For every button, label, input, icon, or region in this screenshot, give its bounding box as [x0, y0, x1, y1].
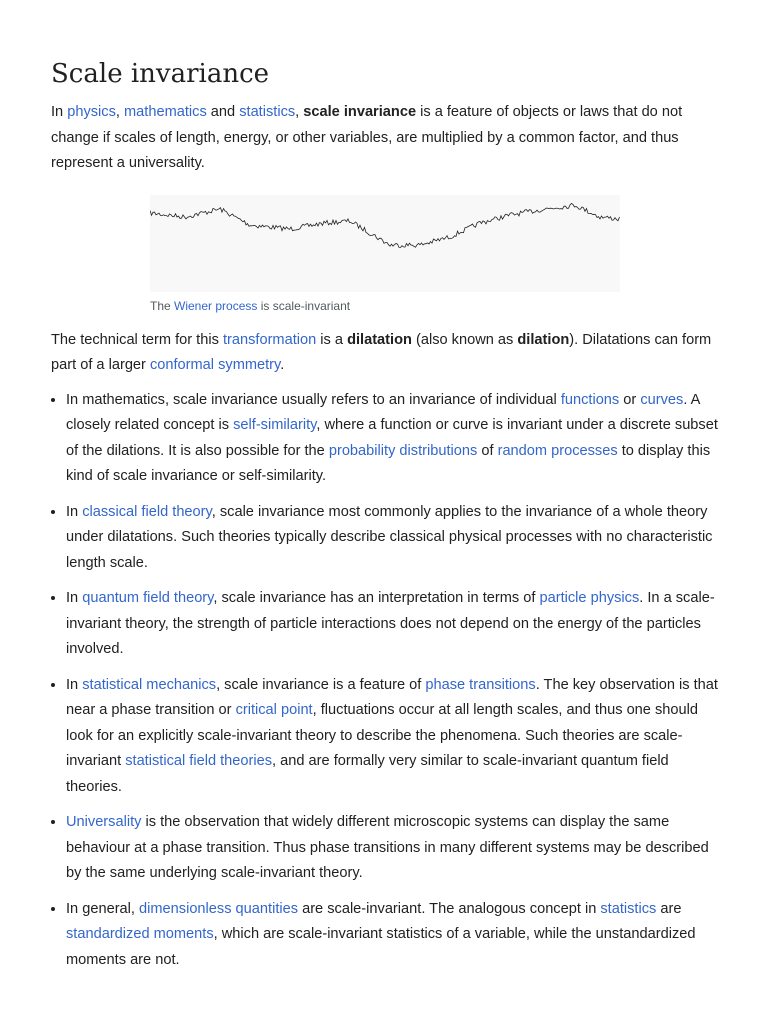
- link-transformation[interactable]: transformation: [222, 331, 317, 348]
- link-curves[interactable]: curves: [640, 391, 684, 408]
- link-conformal-symmetry[interactable]: conformal symmetry: [149, 357, 281, 373]
- text: In mathematics, scale invariance usually refers to an invariance of individual: [66, 391, 561, 408]
- link-wiener-process[interactable]: Wiener process: [174, 298, 258, 313]
- link-particle-physics[interactable]: particle physics: [539, 590, 640, 606]
- link-statistics[interactable]: statistics: [600, 900, 657, 917]
- text: ). Dilatations can form part of a larger: [51, 331, 712, 373]
- text: In: [66, 676, 83, 693]
- figure-caption: [150, 298, 620, 314]
- link-functions[interactable]: functions: [560, 391, 620, 408]
- text: and: [206, 104, 240, 120]
- bold-term: scale invariance: [303, 104, 417, 120]
- link-probability-distributions[interactable]: probability distributions: [328, 442, 478, 459]
- text: is scale-invariant: [257, 298, 351, 313]
- list-item: [66, 388, 718, 490]
- text: , scale invariance most commonly applies to the invariance of a whole theory under dilatations. Such theories typically describe classical physical processes with no characteristic length scale.: [66, 503, 713, 571]
- text: The technical term for this: [51, 331, 223, 348]
- page-title: Scale invariance: [51, 59, 270, 89]
- text: , and are formally very similar to scale-invariant quantum field theories.: [66, 753, 669, 795]
- link-random-processes[interactable]: random processes: [497, 442, 618, 459]
- link-mathematics[interactable]: mathematics: [124, 104, 207, 120]
- bullet-list: [51, 388, 718, 974]
- text: or: [619, 391, 641, 408]
- text: is the observation that widely different microscopic systems can display the same behaviour at a phase transition. Thus phase transitions in many different systems may be described by the same underlying scale-invariant theory.: [66, 814, 709, 881]
- text: are scale-invariant. The analogous concept in: [298, 900, 601, 917]
- text: of: [477, 442, 498, 459]
- wiener-process-image[interactable]: [150, 195, 620, 292]
- link-critical-point[interactable]: critical point: [235, 702, 313, 718]
- text: , where a function or curve is invariant under a discrete subset of the dilations. It is also possible for the: [66, 417, 718, 459]
- paragraph-dilatation: [51, 328, 718, 379]
- link-dimensionless-quantities[interactable]: dimensionless quantities: [139, 900, 299, 917]
- text: The: [150, 298, 175, 313]
- intro-paragraph: [51, 100, 718, 177]
- text: are: [656, 900, 682, 917]
- text: , scale invariance is a feature of: [216, 676, 426, 693]
- text: , scale invariance has an interpretation in terms of: [213, 590, 540, 606]
- text: , fluctuations occur at all length scales, and thus one should look for an explicitly scale-invariant theory to describe the phenomena. Such theories are scale-invariant: [66, 702, 698, 769]
- figure: [150, 195, 620, 314]
- text: In: [66, 590, 83, 606]
- bold-term: dilation: [517, 331, 570, 348]
- text: , which are scale-invariant statistics of a variable, while the unstandardized moments are not.: [66, 926, 696, 968]
- text: is a feature of objects or laws that do not change if scales of length, energy, or other variables, are multiplied by a common factor, and thus represent a universality.: [51, 104, 683, 171]
- text: . In a scale-invariant theory, the strength of particle interactions does not depend on the energy of the particles involved.: [66, 590, 715, 657]
- list-item: [66, 500, 718, 577]
- link-statistical-mechanics[interactable]: statistical mechanics: [82, 676, 217, 693]
- link-universality[interactable]: Universality: [66, 814, 142, 830]
- link-quantum-field-theory[interactable]: quantum field theory: [82, 590, 214, 606]
- bold-term: dilatation: [347, 331, 412, 348]
- text: In: [66, 503, 83, 520]
- link-self-similarity[interactable]: self-similarity: [233, 417, 317, 433]
- link-standardized-moments[interactable]: standardized moments: [66, 926, 214, 942]
- text: to display this kind of scale invariance or self-similarity.: [66, 442, 711, 484]
- link-statistics[interactable]: statistics: [239, 104, 296, 120]
- text: In general,: [66, 900, 140, 917]
- text: . A closely related concept is: [66, 391, 700, 433]
- text: is a: [316, 331, 348, 348]
- text: .: [280, 357, 285, 373]
- list-item: [66, 586, 718, 663]
- text: (also known as: [411, 331, 518, 348]
- list-item: [66, 810, 718, 887]
- text: ,: [115, 104, 125, 120]
- list-item: [66, 897, 718, 974]
- link-statistical-field-theories[interactable]: statistical field theories: [125, 753, 273, 769]
- text: ,: [295, 104, 304, 120]
- link-classical-field-theory[interactable]: classical field theory: [82, 503, 212, 520]
- text: In: [51, 104, 68, 120]
- text: . The key observation is that near a phase transition or: [66, 676, 718, 718]
- link-physics[interactable]: physics: [67, 104, 116, 120]
- list-item: [66, 673, 718, 801]
- link-phase-transitions[interactable]: phase transitions: [425, 676, 536, 693]
